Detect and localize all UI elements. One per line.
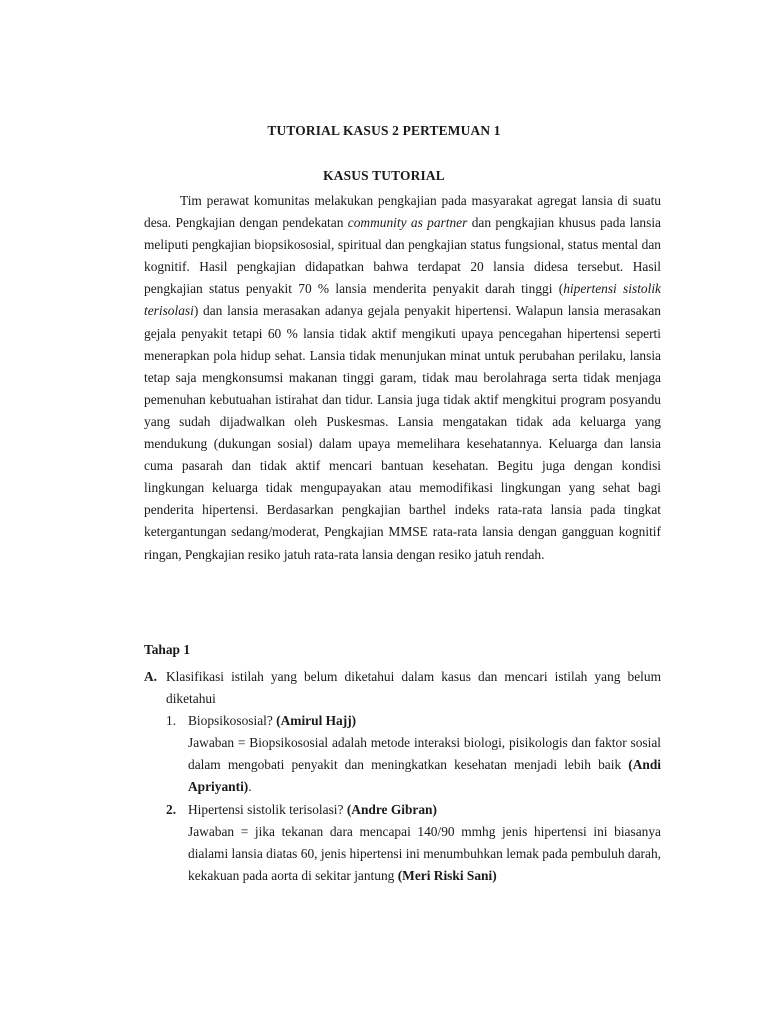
list-item-text: Klasifikasi istilah yang belum diketahui dalam kasus dan mencari istilah yang belum diketahui [166, 669, 661, 707]
stage-heading: Tahap 1 [144, 642, 191, 657]
question-asker: (Andre Gibran) [346, 802, 437, 817]
answer-author: (Andi Apriyanti) [188, 757, 661, 795]
list-item-a [144, 666, 661, 710]
list-letter: A. [144, 669, 158, 684]
question-line [188, 799, 661, 821]
document-title: TUTORIAL KASUS 2 PERTEMUAN 1 [267, 123, 501, 138]
question-number: 2. [166, 802, 177, 817]
answer-text [188, 732, 661, 798]
question-text: Hipertensi sistolik terisolasi? [188, 802, 347, 817]
answer-trailing: . [248, 779, 252, 795]
answer-author: (Meri Riski Sani) [397, 868, 497, 884]
section-title: KASUS TUTORIAL [323, 168, 445, 183]
question-item-1 [166, 710, 661, 798]
paragraph-italic-2: hipertensi sistolik terisolasi [144, 281, 661, 319]
answer-text [188, 821, 661, 887]
question-number: 1. [166, 713, 177, 728]
answer-body: Jawaban = jika tekanan dara mencapai 140/90 mmhg jenis hipertensi ini biasanya dialami lansia diatas 60, jenis hipertensi ini menumbuhkan lemak pada pembuluh darah, kekakuan pada aorta di sekitar jantung [188, 824, 661, 884]
paragraph-text-3: ) dan lansia merasakan adanya gejala penyakit hipertensi. Walapun lansia merasakan gejala penyakit tetapi 60 % lansia tidak aktif mengikuti upaya pencegahan hipertensi seperti menerapkan pola hidup sehat. Lansia tidak menunjukan minat untuk perubahan perilaku, lansia tetap saja mengkonsumsi makanan tinggi garam, tidak mau berolahraga serta tidak menjaga pemenuhan kebutuahan istirahat dan tidur. Lansia juga tidak aktif mengkitui program posyandu yang sudah dijadwalkan oleh Puskesmas. Lansia mengatakan tidak ada keluarga yang mendukung (dukungan sosial) dalam upaya memelihara kesehatannya. Keluarga dan lansia cuma pasarah dan tidak aktif mencari bantuan kesehatan. Begitu juga dengan kondisi lingkungan keluarga tidak mengupayakan atau memodifikasi lingkungan yang sehat bagi penderita hipertensi. Berdasarkan pengkajian barthel indeks rata-rata lansia pada tingkat ketergantungan sedang/moderat, Pengkajian MMSE rata-rata lansia dengan gangguan kognitif ringan, Pengkajian resiko jatuh rata-rata lansia dengan resiko jatuh rendah. [144, 303, 661, 562]
question-item-2 [166, 799, 661, 887]
paragraph-italic-1: community as partner [347, 215, 468, 231]
paragraph-text-2: dan pengkajian khusus pada lansia meliputi pengkajian biopsikososial, spiritual dan pengkajian status fungsional, status mental dan kognitif. Hasil pengkajian didapatkan bahwa terdapat 20 lansia didesa tersebut. Hasil pengkajian status penyakit 70 % lansia menderita penyakit darah tinggi ( [144, 215, 661, 297]
question-asker: (Amirul Hajj) [276, 713, 357, 728]
paragraph-text-1: Tim perawat komunitas melakukan pengkajian pada masyarakat agregat lansia di suatu desa. Pengkajian dengan pendekatan [144, 193, 661, 231]
answer-body: Jawaban = Biopsikososial adalah metode interaksi biologi, pisikologis dan faktor sosial dalam mengobati penyakit dan meningkatkan kesehatan menjadi lebih baik [188, 735, 661, 773]
case-paragraph [144, 190, 661, 566]
question-text: Biopsikososial? [188, 713, 277, 728]
question-line [188, 710, 661, 732]
